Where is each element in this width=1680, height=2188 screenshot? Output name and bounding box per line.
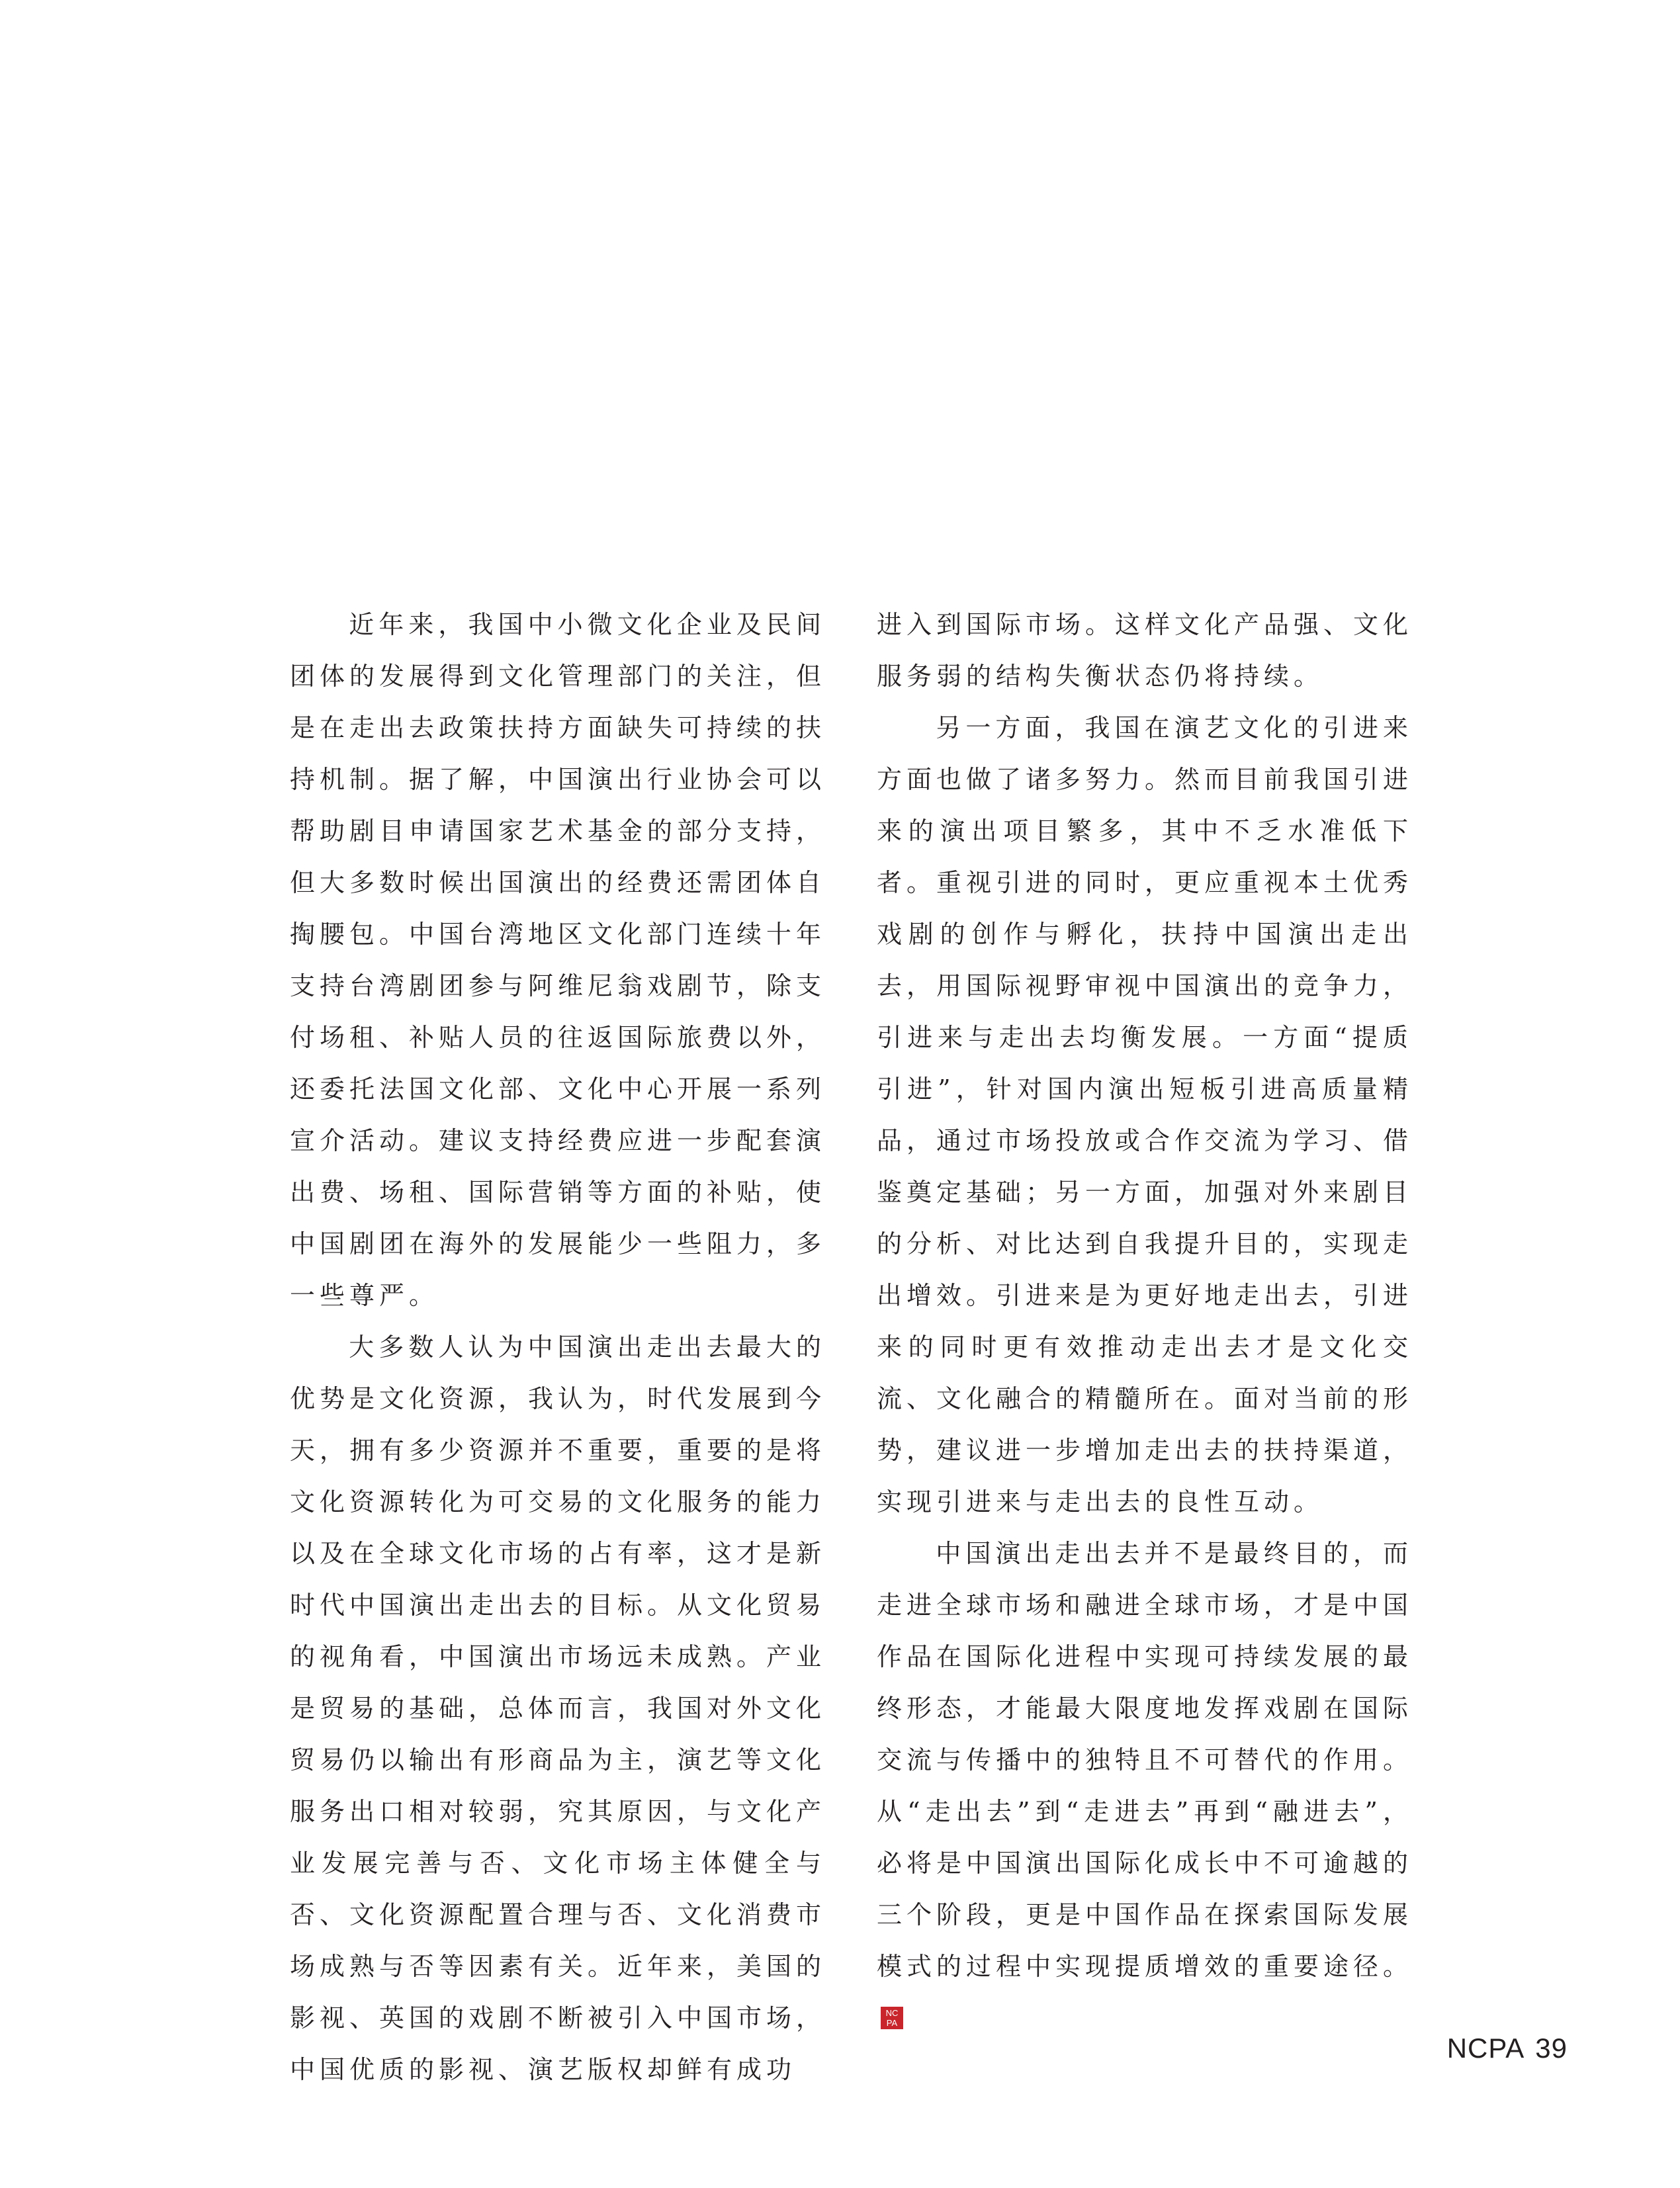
paragraph-3: 另一方面，我国在演艺文化的引进来方面也做了诸多努力。然而目前我国引进来的演出项目繁多，其中不乏水准低下者。重视引进的同时，更应重视本土优秀戏剧的创作与孵化，扶持中国演出走出去，用国际视野审视中国演出的竞争力，引进来与走出去均衡发展。一方面“提质引进”，针对国内演出短板引进高质量精品，通过市场投放或合作交流为学习、借鉴奠定基础；另一方面，加强对外来剧目的分析、对比达到自我提升目的，实现走出增效。引进来是为更好地走出去，引进来的同时更有效推动走出去才是文化交流、文化融合的精髓所在。面对当前的形势，建议进一步增加走出去的扶持渠道，实现引进来与走出去的良性互动。 <box>877 713 1413 1516</box>
paragraph-4-text: 中国演出走出去并不是最终目的，而走进全球市场和融进全球市场，才是中国作品在国际化进程中实现可持续发展的最终形态，才能最大限度地发挥戏剧在国际交流与传播中的独特且不可替代的作用。从“走出去”到“走进去”再到“融进去”，必将是中国演出国际化成长中不可逾越的三个阶段，更是中国作品在探索国际发展模式的过程中实现提质增效的重要途径。 <box>877 1539 1413 1981</box>
paragraph-2: 大多数人认为中国演出走出去最大的优势是文化资源，我认为，时代发展到今天，拥有多少资源并不重要，重要的是将文化资源转化为可交易的文化服务的能力以及在全球文化市场的占有率，这才是新时代中国演出走出去的目标。从文化贸易的视角看，中国演出市场远未成熟。产业是贸易的基础，总体而言，我国对外文化贸易仍以输出有形商品为主，演艺等文化服务出口相对较弱，究其原因，与文化产业发展完善与否、文化市场主体健全与否、文化资源配置合理与否、文化消费市场成熟与否等因素有关。近年来，美国的影视、英国的戏剧不断被引入中国市场，中国优质的影视、演艺版权却鲜有成功 <box>290 1333 826 2084</box>
ncpa-end-mark-icon: NC PA <box>881 2007 903 2029</box>
paragraph-2-continuation: 进入到国际市场。这样文化产品强、文化服务弱的结构失衡状态仍将持续。 <box>877 610 1413 691</box>
right-column <box>877 599 1413 2044</box>
page-number: 39 <box>1535 2033 1568 2064</box>
paragraph-1: 近年来，我国中小微文化企业及民间团体的发展得到文化管理部门的关注，但是在走出去政策扶持方面缺失可持续的扶持机制。据了解，中国演出行业协会可以帮助剧目申请国家艺术基金的部分支持，但大多数时候出国演出的经费还需团体自掏腰包。中国台湾地区文化部门连续十年支持台湾剧团参与阿维尼翁戏剧节，除支付场租、补贴人员的往返国际旅费以外，还委托法国文化部、文化中心开展一系列宣介活动。建议支持经费应进一步配套演出费、场租、国际营销等方面的补贴，使中国剧团在海外的发展能少一些阻力，多一些尊严。 <box>290 610 826 1310</box>
paragraph-4 <box>877 1528 1413 2044</box>
left-column <box>290 599 826 2095</box>
page-folio <box>1447 2033 1568 2064</box>
publication-name: NCPA <box>1446 2033 1525 2064</box>
